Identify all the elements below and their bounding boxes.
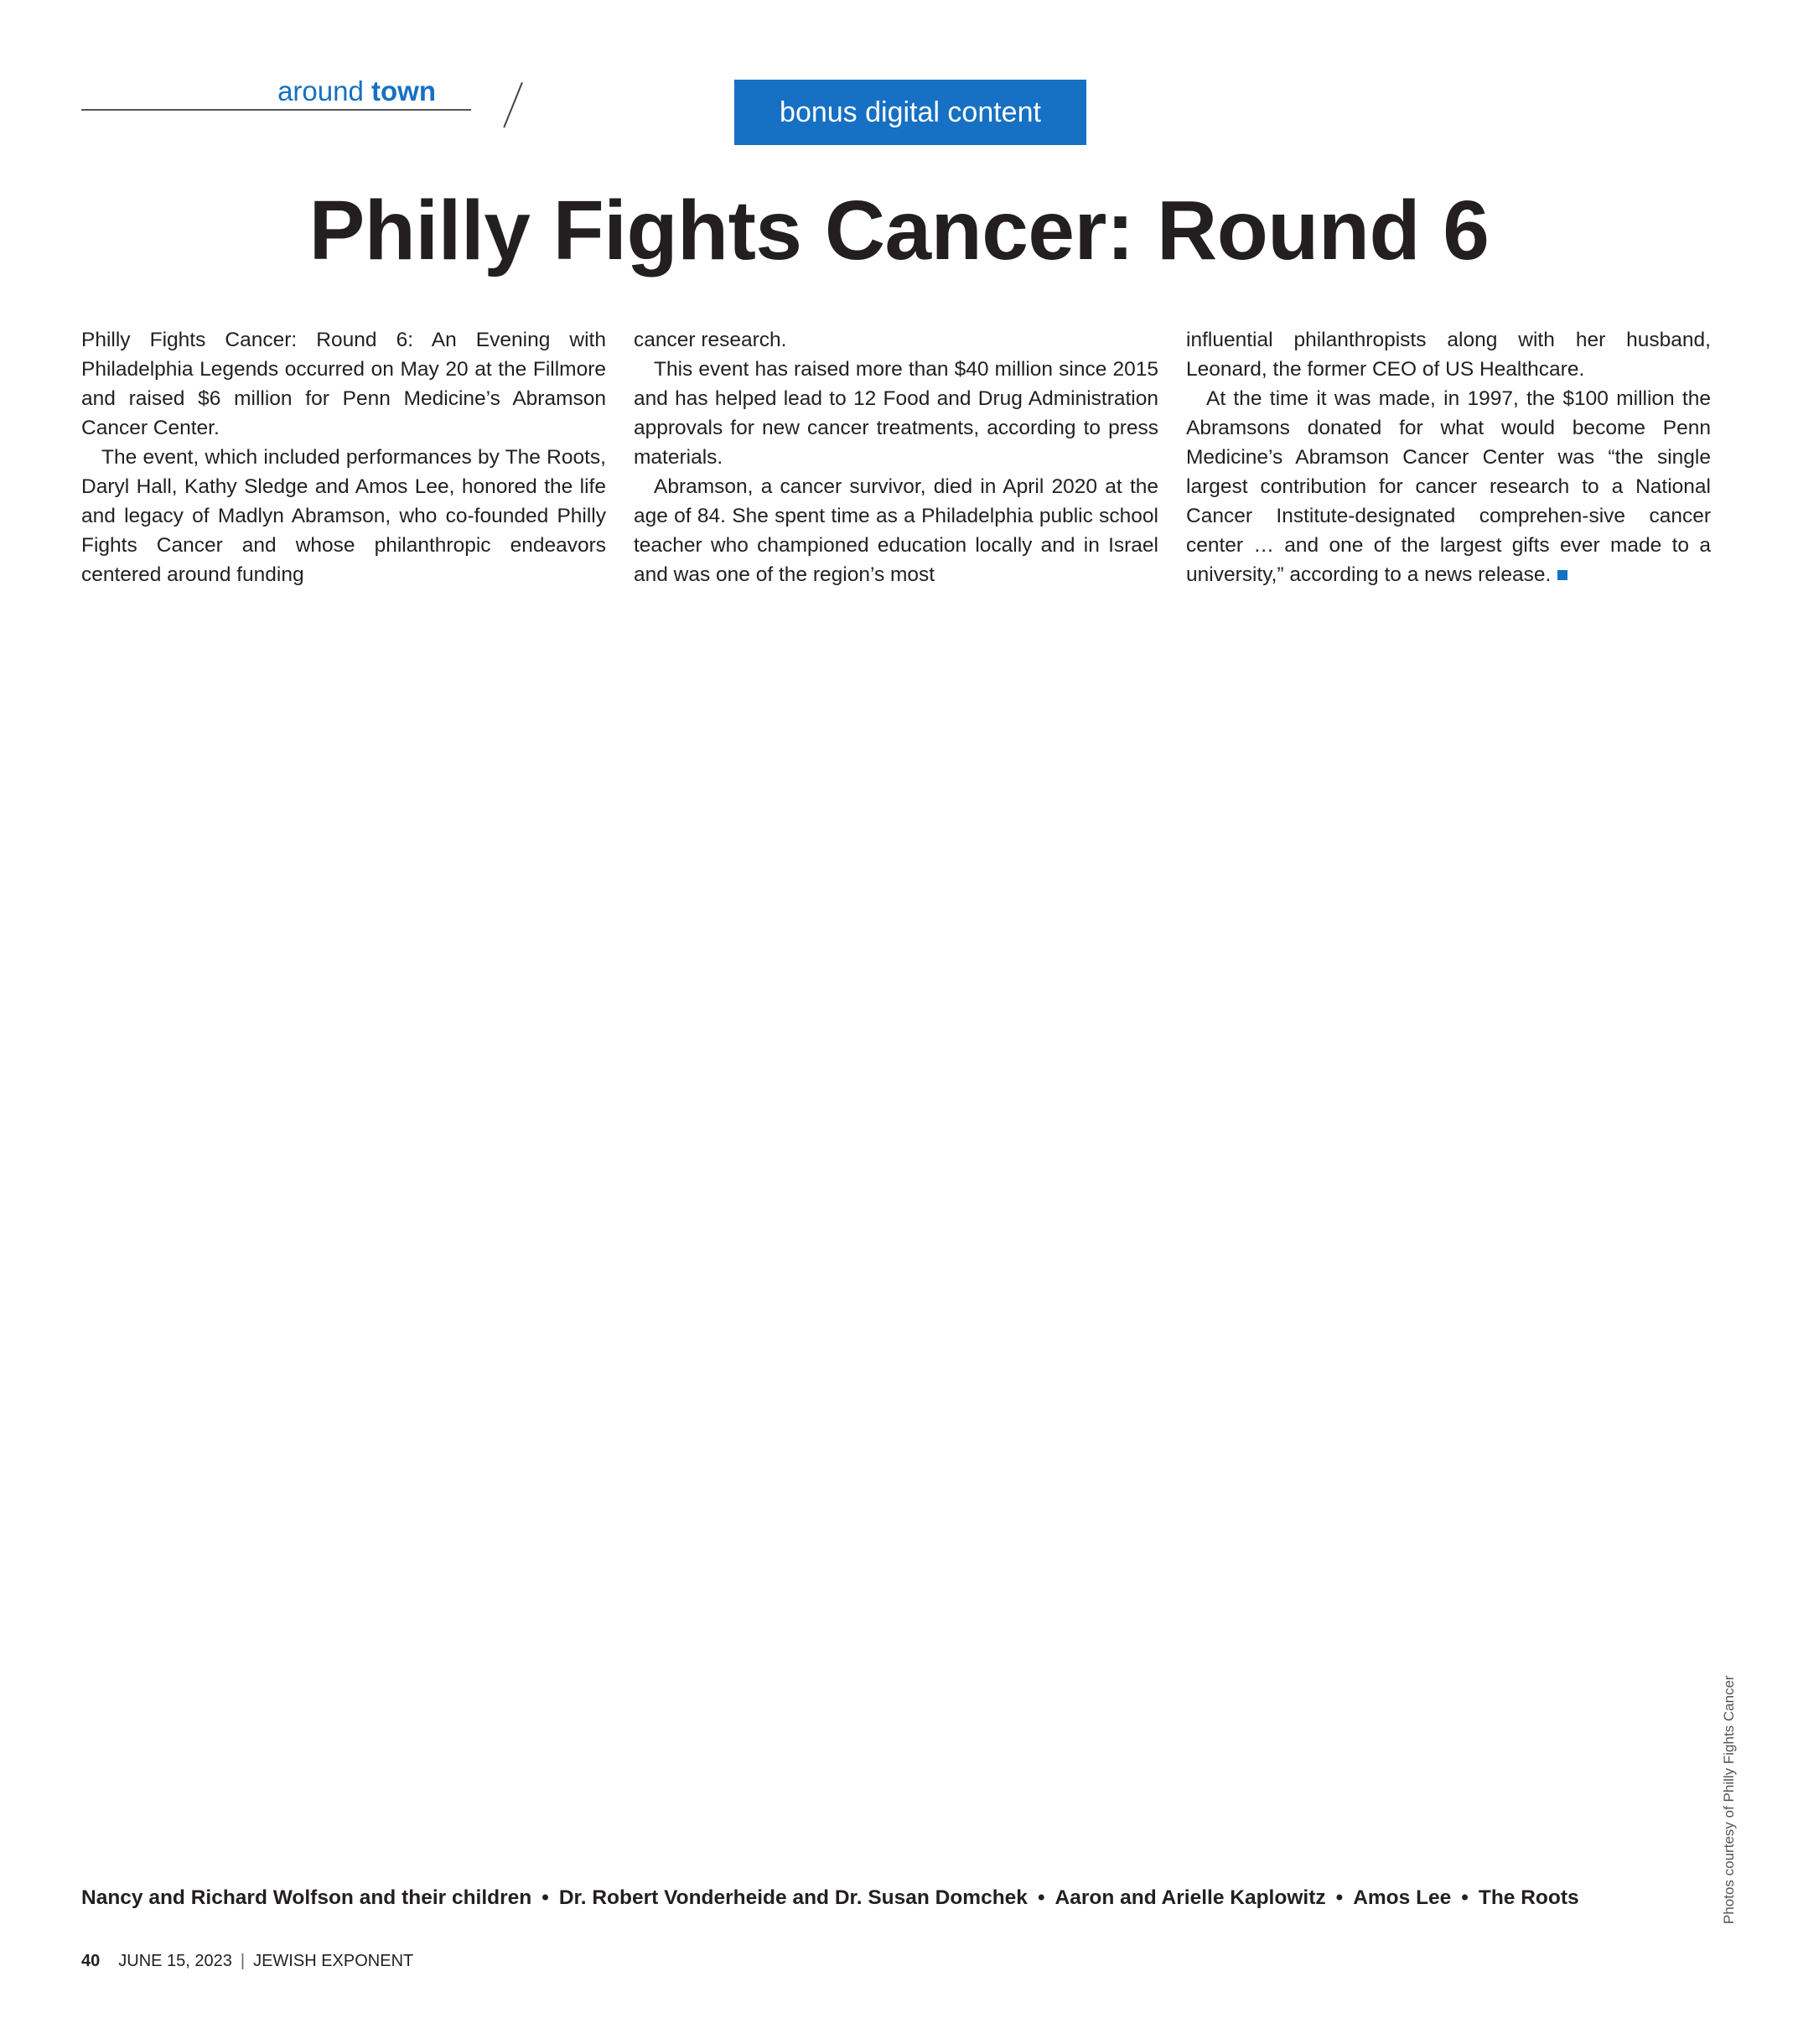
caption-item: Amos Lee <box>1353 1886 1452 1909</box>
article-column-1 <box>81 325 606 589</box>
caption-separator: • <box>1037 1886 1045 1909</box>
photo-credit: Photos courtesy of Philly Fights Cancer <box>1721 1675 1737 1924</box>
section-label-light: around <box>277 75 364 106</box>
end-of-story-mark <box>1557 570 1567 580</box>
article-body <box>81 325 1712 589</box>
page-folio <box>81 1952 413 1971</box>
photo-captions <box>81 1886 1716 1910</box>
paragraph-text: At the time it was made, in 1997, the $100 million the Abramsons donated for what would become Penn Medicine’s Abramson Cancer Center was “the single largest contribution for cancer research to a National Cancer Institute-designated comprehen-sive cancer center … and one of the largest gifts ever made to a university,” according to a news release. <box>1186 387 1711 586</box>
caption-item: Aaron and Arielle Kaplowitz <box>1054 1886 1326 1909</box>
caption-item: The Roots <box>1478 1886 1579 1909</box>
publication-name: JEWISH EXPONENT <box>253 1952 414 1970</box>
page-number: 40 <box>81 1952 101 1970</box>
paragraph: The event, which included performances by The Roots, Daryl Hall, Kathy Sledge and Amos Lee, honored the life and legacy of Madlyn Abramson, who co-founded Philly Fights Cancer and whose philanthropic endeavors centered around funding <box>81 446 606 586</box>
issue-date: JUNE 15, 2023 <box>118 1952 232 1970</box>
paragraph: This event has raised more than $40 million since 2015 and has helped lead to 12 Food and Drug Administration approvals for new cancer treatments, according to press materials. <box>634 358 1158 469</box>
paragraph: influential philanthropists along with her husband, Leonard, the former CEO of US Healthcare. <box>1186 329 1711 381</box>
caption-item: Nancy and Richard Wolfson and their children <box>81 1886 532 1909</box>
section-tag <box>81 74 471 111</box>
caption-separator: • <box>541 1886 549 1909</box>
paragraph <box>1186 384 1711 589</box>
folio-separator: | <box>240 1952 246 1970</box>
caption-separator: • <box>1461 1886 1469 1909</box>
paragraph: Abramson, a cancer survivor, died in April 2020 at the age of 84. She spent time as a Philadelphia public school teacher who championed education locally and in Israel and was one of the region’s most <box>634 475 1158 586</box>
paragraph: cancer research. <box>634 329 787 351</box>
caption-separator: • <box>1335 1886 1344 1909</box>
caption-item: Dr. Robert Vonderheide and Dr. Susan Domchek <box>558 1886 1028 1909</box>
section-label-bold: town <box>371 75 436 106</box>
section-rule <box>81 109 471 111</box>
bonus-content-badge: bonus digital content <box>734 80 1086 145</box>
article-headline: Philly Fights Cancer: Round 6 <box>308 184 1490 278</box>
article-column-3 <box>1186 325 1711 589</box>
paragraph: Philly Fights Cancer: Round 6: An Evening with Philadelphia Legends occurred on May 20 at the Fillmore and raised $6 million for Penn Medicine’s Abramson Cancer Center. <box>81 329 606 439</box>
section-slash <box>503 82 523 128</box>
article-column-2 <box>634 325 1158 589</box>
section-label <box>277 75 436 107</box>
